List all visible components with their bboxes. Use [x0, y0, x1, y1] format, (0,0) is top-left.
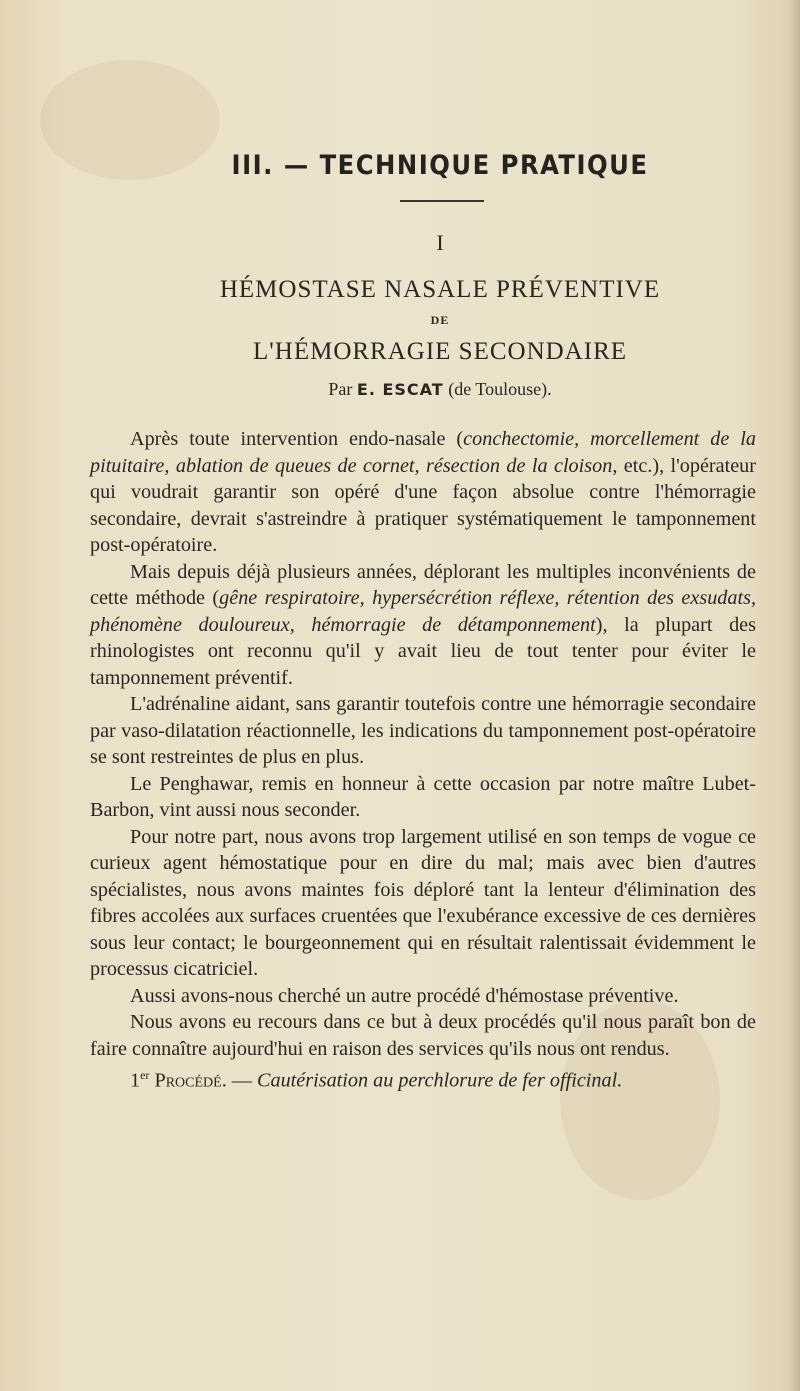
- paragraph: Après toute intervention endo-nasale (conchectomie, morcellement de la pituitaire, ablation de queues de cornet, résection de la cloison, etc.), l'opérateur qui voudrait garantir son opéré d'une façon absolue contre l'hémorragie secondaire, devrait s'astreindre à pratiquer systématiquement le tamponnement post-opératoire.: [90, 428, 756, 556]
- author-name: E. ESCAT: [356, 380, 444, 399]
- paragraph: Pour notre part, nous avons trop largement utilisé en son temps de vogue ce curieux agent hémostatique pour en dire du mal; mais avec bien d'autres spécialistes, nous avons maintes fois déploré tant la lenteur d'élimination des fibres accolées aux surfaces cruentées que l'exubérance excessive de ces dernières sous leur contact; le bourgeonnement qui en résultait ralentissait évidemment le processus cicatriciel.: [90, 825, 756, 980]
- paragraph: Aussi avons-nous cherché un autre procédé d'hémostase préventive.: [130, 984, 679, 1007]
- article-title-line2: L'HÉMORRAGIE SECONDAIRE: [252, 338, 628, 365]
- paragraph: L'adrénaline aidant, sans garantir toutefois contre une hémorragie secondaire par vaso-dilatation réactionnelle, les indications du tamponnement post-opératoire se sont restreintes de plus en plus.: [90, 693, 756, 768]
- paragraph: Le Penghawar, remis en honneur à cette occasion par notre maître Lubet-Barbon, vint aussi nous seconder.: [90, 772, 756, 821]
- byline-prefix: Par: [328, 379, 353, 399]
- procedure-heading: 1er Procédé. — Cautérisation au perchlorure de fer officinal.: [130, 1068, 623, 1092]
- author-place: (de Toulouse).: [448, 379, 552, 399]
- paragraph: Mais depuis déjà plusieurs années, déplorant les multiples inconvénients de cette méthode (gêne respiratoire, hypersécrétion réflexe, rétention des exsudats, phénomène douloureux, hémorragie de détamponnement), la plupart des rhinologistes ont reconnu qu'il y avait lieu de tout tenter pour éviter le tamponnement préventif.: [90, 560, 756, 689]
- section-title: III. — TECHNIQUE PRATIQUE: [231, 150, 649, 181]
- article-title-line1: HÉMOSTASE NASALE PRÉVENTIVE: [219, 276, 661, 303]
- byline: [0, 379, 800, 400]
- chapter-numeral: I: [436, 230, 444, 255]
- page-edge-shadow: [788, 0, 800, 1391]
- title-rule: [400, 200, 484, 202]
- article-body: [90, 426, 756, 1094]
- paragraph: Nous avons eu recours dans ce but à deux procédés qu'il nous paraît bon de faire connaître aujourd'hui en raison des services qu'ils nous ont rendus.: [90, 1011, 756, 1060]
- article-title-connector: DE: [430, 313, 450, 327]
